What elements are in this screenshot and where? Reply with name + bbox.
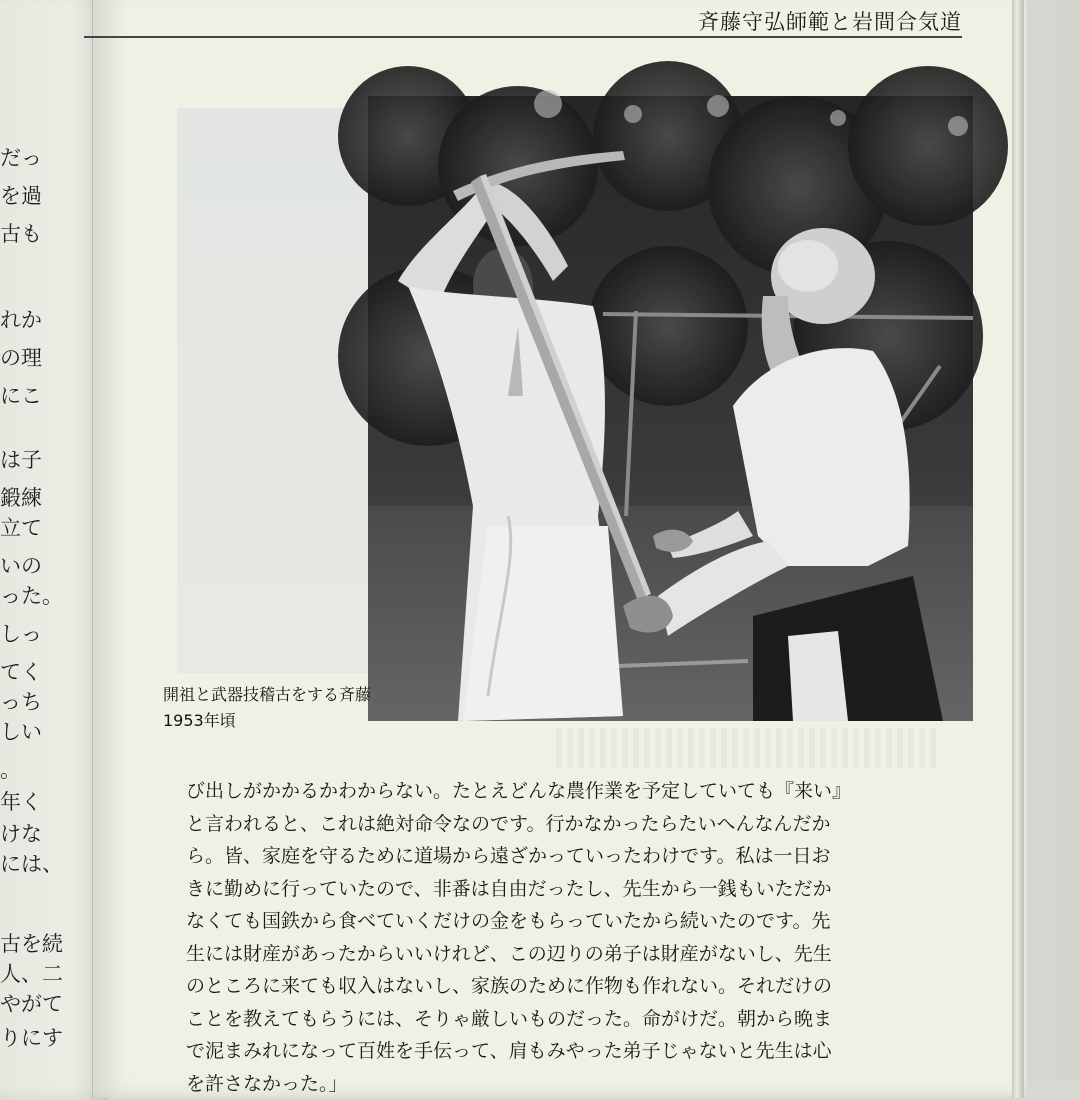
- left-page-fragment: の理: [0, 340, 42, 376]
- left-page-fragment: しっ: [0, 616, 42, 652]
- body-line: きに勤めに行っていたので、非番は自由だったし、先生から一銭もいただか: [186, 873, 976, 906]
- body-line: ら。皆、家庭を守るために道場から遠ざかっていったわけです。私は一日お: [186, 840, 976, 873]
- left-page-fragment: 立て: [0, 510, 42, 546]
- faded-panel: [177, 108, 369, 673]
- body-line: のところに来ても収入はないし、家族のために作物も作れない。それだけの: [186, 970, 976, 1003]
- body-line: 生には財産があったからいいけれど、この辺りの弟子は財産がないし、先生: [186, 938, 976, 971]
- left-page-fragment: てく: [0, 654, 42, 690]
- left-page-fragment: しい: [0, 714, 42, 750]
- left-page-fragment: だっ: [0, 140, 42, 176]
- body-line: を許さなかった。」: [186, 1068, 976, 1100]
- left-page-fragment: 年く: [0, 784, 42, 820]
- left-page-fragment: 。: [0, 752, 21, 788]
- left-page-fragment: った。: [0, 578, 63, 614]
- left-page-fragment: は子: [0, 442, 42, 478]
- left-page-fragment: 古を続: [0, 926, 63, 962]
- photo-caption: [163, 682, 371, 734]
- left-page-fragment: 古も: [0, 216, 42, 252]
- body-line: なくても国鉄から食べていくだけの金をもらっていたから続いたのです。先: [186, 905, 976, 938]
- page-edge: [1012, 0, 1024, 1098]
- left-page-fragment: っち: [0, 684, 42, 720]
- body-line: ことを教えてもらうには、そりゃ厳しいものだった。命がけだ。朝から晩ま: [186, 1003, 976, 1036]
- bleed-through-text: [556, 728, 936, 768]
- left-page-fragment: を過: [0, 178, 42, 214]
- photo-illustration: [368, 96, 973, 721]
- body-line: び出しがかかるかわからない。たとえどんな農作業を予定していても『来い』: [186, 775, 976, 808]
- left-page-fragment: いの: [0, 548, 42, 584]
- left-page-fragment: やがて: [0, 986, 63, 1022]
- running-head: 斉藤守弘師範と岩間合気道: [698, 6, 962, 36]
- left-page-fragment: 人、二: [0, 956, 63, 992]
- left-page-fragment: 鍛練: [0, 480, 42, 516]
- left-page-fragment: れか: [0, 302, 42, 338]
- caption-line-1: 開祖と武器技稽古をする斉藤: [163, 682, 371, 708]
- historical-photograph: [368, 96, 973, 721]
- left-page-fragment: りにす: [0, 1020, 63, 1056]
- body-line: で泥まみれになって百姓を手伝って、肩もみやった弟子じゃないと先生は心: [186, 1035, 976, 1068]
- body-line: と言われると、これは絶対命令なのです。行かなかったらたいへんなんだか: [186, 808, 976, 841]
- left-page-fragment: けな: [0, 816, 42, 852]
- body-paragraph: [186, 775, 976, 1100]
- header-rule: [84, 36, 962, 38]
- left-page-fragment: には、: [0, 846, 63, 882]
- left-page-fragment: にこ: [0, 378, 42, 414]
- caption-line-2: 1953年頃: [163, 708, 371, 734]
